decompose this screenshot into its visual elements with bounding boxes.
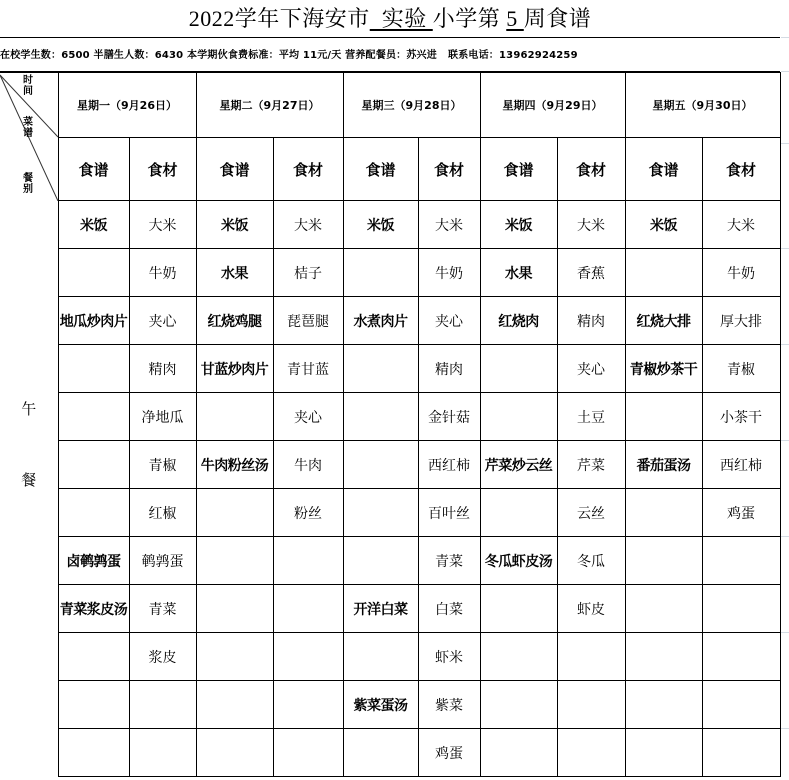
ingredient-cell: 云丝 [557, 489, 625, 537]
ingredient-cell [702, 537, 780, 585]
sub-header-ingredient: 食材 [273, 138, 343, 201]
dish-cell: 水果 [196, 249, 273, 297]
ingredient-cell: 西红柿 [702, 441, 780, 489]
ingredient-cell: 夹心 [418, 297, 480, 345]
dish-cell: 紫菜蛋汤 [343, 681, 418, 729]
dish-cell [196, 585, 273, 633]
ingredient-cell: 精肉 [129, 345, 196, 393]
corner-label-time: 时 间 [23, 75, 33, 97]
ingredient-cell [129, 681, 196, 729]
meal-label-char: 餐 [21, 470, 37, 489]
ingredient-cell: 粉丝 [273, 489, 343, 537]
table-row [0, 249, 780, 297]
sub-header-dish: 食谱 [625, 138, 702, 201]
dish-cell: 米饭 [343, 201, 418, 249]
meal-type-lunch [0, 201, 58, 777]
table-row [0, 297, 780, 345]
dish-cell [625, 585, 702, 633]
sub-header-ingredient: 食材 [418, 138, 480, 201]
title-bar [0, 0, 780, 38]
table-row [0, 489, 780, 537]
table-row [0, 201, 780, 249]
ingredient-cell: 精肉 [557, 297, 625, 345]
ingredient-cell [702, 681, 780, 729]
sub-header-dish: 食谱 [480, 138, 557, 201]
sub-header-row [0, 138, 780, 201]
dish-cell: 青菜浆皮汤 [58, 585, 129, 633]
dish-cell [480, 345, 557, 393]
ingredient-cell: 金针菇 [418, 393, 480, 441]
ingredient-cell: 大米 [702, 201, 780, 249]
ingredient-cell: 大米 [129, 201, 196, 249]
dish-cell [480, 585, 557, 633]
ingredient-cell: 百叶丝 [418, 489, 480, 537]
dish-cell [196, 633, 273, 681]
ingredient-cell: 夹心 [129, 297, 196, 345]
dish-cell [625, 537, 702, 585]
ingredient-cell: 夹心 [273, 393, 343, 441]
dish-cell [625, 489, 702, 537]
dish-cell: 水煮肉片 [343, 297, 418, 345]
ingredient-cell: 桔子 [273, 249, 343, 297]
dish-cell: 冬瓜虾皮汤 [480, 537, 557, 585]
dish-cell [58, 345, 129, 393]
ingredient-cell: 精肉 [418, 345, 480, 393]
dish-cell: 红烧鸡腿 [196, 297, 273, 345]
dish-cell [343, 489, 418, 537]
ingredient-cell [702, 729, 780, 777]
ingredient-cell: 厚大排 [702, 297, 780, 345]
dish-cell: 米饭 [58, 201, 129, 249]
dish-cell: 番茄蛋汤 [625, 441, 702, 489]
dish-cell [625, 633, 702, 681]
dish-cell [58, 249, 129, 297]
dish-cell [480, 729, 557, 777]
dish-cell: 卤鹌鹑蛋 [58, 537, 129, 585]
sub-header-ingredient: 食材 [557, 138, 625, 201]
ingredient-cell: 红椒 [129, 489, 196, 537]
day-header-fri: 星期五（9月30日） [625, 73, 780, 138]
corner-header-cell [0, 73, 58, 201]
dish-cell [480, 633, 557, 681]
ingredient-cell: 小茶干 [702, 393, 780, 441]
ingredient-cell [702, 585, 780, 633]
dish-cell [343, 441, 418, 489]
dish-cell: 牛肉粉丝汤 [196, 441, 273, 489]
dish-cell [625, 393, 702, 441]
table-row [0, 729, 780, 777]
table-row [0, 681, 780, 729]
dish-cell [58, 441, 129, 489]
ingredient-cell [702, 633, 780, 681]
ingredient-cell: 浆皮 [129, 633, 196, 681]
ingredient-cell: 虾米 [418, 633, 480, 681]
dish-cell [196, 729, 273, 777]
info-bar [0, 38, 780, 72]
meal-label-char: 午 [21, 399, 37, 418]
dish-cell: 红烧大排 [625, 297, 702, 345]
sub-header-dish: 食谱 [58, 138, 129, 201]
table-row [0, 633, 780, 681]
dish-cell [196, 681, 273, 729]
ingredient-cell: 青菜 [129, 585, 196, 633]
corner-label-meal: 餐 别 [23, 173, 33, 195]
ingredient-cell: 青椒 [702, 345, 780, 393]
ingredient-cell: 鸡蛋 [702, 489, 780, 537]
ingredient-cell: 夹心 [557, 345, 625, 393]
ingredient-cell [273, 633, 343, 681]
dish-cell: 青椒炒茶干 [625, 345, 702, 393]
dish-cell [343, 537, 418, 585]
dish-cell [343, 249, 418, 297]
dish-cell [58, 633, 129, 681]
sub-header-ingredient: 食材 [702, 138, 780, 201]
dish-cell [625, 681, 702, 729]
day-header-thu: 星期四（9月29日） [480, 73, 625, 138]
dish-cell: 米饭 [480, 201, 557, 249]
ingredient-cell: 青椒 [129, 441, 196, 489]
ingredient-cell [129, 729, 196, 777]
dish-cell [480, 489, 557, 537]
ingredient-cell: 青甘蓝 [273, 345, 343, 393]
ingredient-cell: 牛奶 [418, 249, 480, 297]
ingredient-cell: 牛奶 [702, 249, 780, 297]
dish-cell [196, 393, 273, 441]
day-header-row [0, 73, 780, 138]
ingredient-cell: 大米 [273, 201, 343, 249]
dish-cell [58, 729, 129, 777]
dish-cell [343, 729, 418, 777]
dish-cell: 红烧肉 [480, 297, 557, 345]
dish-cell [480, 393, 557, 441]
school-info-text: 在校学生数：6500 半膳生人数：6430 本学期伙食费标准：平均 11元/天 营养配餐员：苏兴进 联系电话：13962924259 [0, 50, 578, 61]
dish-cell: 开洋白菜 [343, 585, 418, 633]
ingredient-cell: 大米 [557, 201, 625, 249]
dish-cell [625, 249, 702, 297]
corner-label-menu: 菜 谱 [23, 117, 33, 139]
ingredient-cell: 冬瓜 [557, 537, 625, 585]
weekly-menu-table [0, 72, 781, 777]
ingredient-cell: 牛肉 [273, 441, 343, 489]
ingredient-cell [557, 633, 625, 681]
day-header-wed: 星期三（9月28日） [343, 73, 480, 138]
ingredient-cell [557, 681, 625, 729]
day-header-mon: 星期一（9月26日） [58, 73, 196, 138]
school-name: 实验 [369, 6, 433, 31]
dish-cell [480, 681, 557, 729]
ingredient-cell: 虾皮 [557, 585, 625, 633]
dish-cell [343, 345, 418, 393]
page-title: 2022学年下海安市 实验 小学第 5 周食谱 [188, 6, 592, 31]
ingredient-cell [273, 681, 343, 729]
dish-cell [196, 489, 273, 537]
dish-cell: 水果 [480, 249, 557, 297]
dish-cell [625, 729, 702, 777]
ingredient-cell: 紫菜 [418, 681, 480, 729]
day-header-tue: 星期二（9月27日） [196, 73, 343, 138]
ingredient-cell: 鸡蛋 [418, 729, 480, 777]
ingredient-cell: 牛奶 [129, 249, 196, 297]
dish-cell [343, 633, 418, 681]
dish-cell: 米饭 [196, 201, 273, 249]
ingredient-cell: 大米 [418, 201, 480, 249]
dish-cell [58, 681, 129, 729]
dish-cell: 米饭 [625, 201, 702, 249]
ingredient-cell [273, 585, 343, 633]
dish-cell: 芹菜炒云丝 [480, 441, 557, 489]
ingredient-cell: 琵琶腿 [273, 297, 343, 345]
dish-cell: 地瓜炒肉片 [58, 297, 129, 345]
table-row [0, 537, 780, 585]
ingredient-cell: 青菜 [418, 537, 480, 585]
table-row [0, 393, 780, 441]
ingredient-cell: 土豆 [557, 393, 625, 441]
ingredient-cell: 白菜 [418, 585, 480, 633]
week-number: 5 [506, 6, 524, 31]
dish-cell [196, 537, 273, 585]
dish-cell [58, 393, 129, 441]
sub-header-ingredient: 食材 [129, 138, 196, 201]
ingredient-cell: 西红柿 [418, 441, 480, 489]
table-row [0, 585, 780, 633]
ingredient-cell [557, 729, 625, 777]
table-row [0, 345, 780, 393]
ingredient-cell: 芹菜 [557, 441, 625, 489]
ingredient-cell: 净地瓜 [129, 393, 196, 441]
dish-cell: 甘蓝炒肉片 [196, 345, 273, 393]
table-row [0, 441, 780, 489]
sub-header-dish: 食谱 [343, 138, 418, 201]
ingredient-cell: 鹌鹑蛋 [129, 537, 196, 585]
ingredient-cell [273, 537, 343, 585]
ingredient-cell: 香蕉 [557, 249, 625, 297]
sub-header-dish: 食谱 [196, 138, 273, 201]
ingredient-cell [273, 729, 343, 777]
dish-cell [343, 393, 418, 441]
dish-cell [58, 489, 129, 537]
